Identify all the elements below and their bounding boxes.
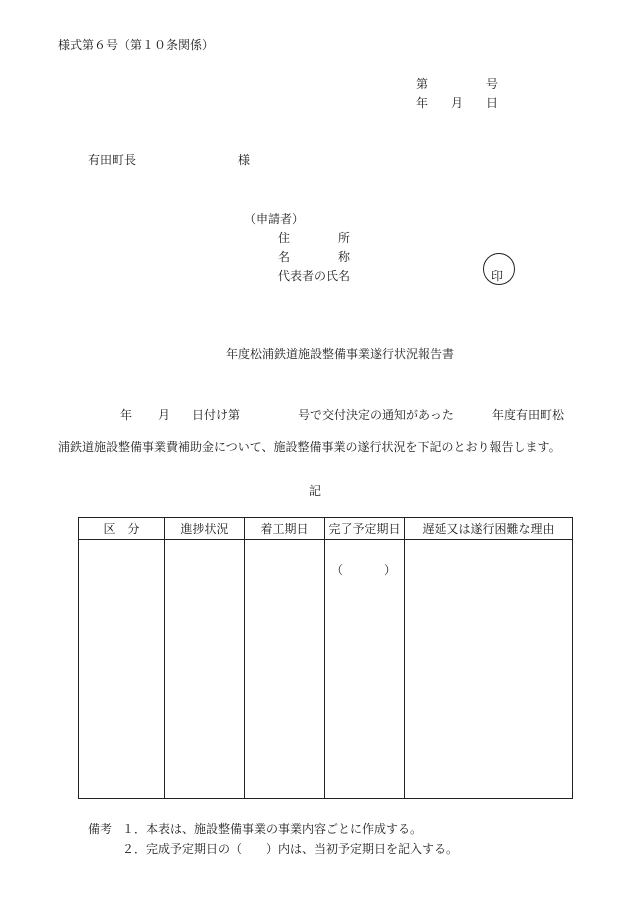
table-header-row — [79, 518, 573, 540]
form-number: 様式第６号（第１０条関係） — [58, 38, 215, 52]
body-month: 月 — [158, 408, 171, 422]
number-go: 号 — [486, 77, 499, 91]
name-label-a: 名 — [278, 250, 291, 264]
header-completion-date: 完了予定期日 — [325, 518, 405, 540]
note-item-2: ２．完成予定期日の（ ）内は、当初予定期日を記入する。 — [122, 842, 459, 856]
name-label-b: 称 — [338, 250, 351, 264]
document-title: 年度松浦鉄道施設整備事業遂行状況報告書 — [226, 347, 455, 361]
note-item-1: １．本表は、施設整備事業の事業内容ごとに作成する。 — [122, 822, 423, 836]
status-table — [78, 517, 573, 799]
date-day: 日 — [486, 96, 499, 110]
header-progress: 進捗状況 — [165, 518, 245, 540]
body-line2: 浦鉄道施設整備事業費補助金について、施設整備事業の遂行状況を下記のとおり報告します。 — [58, 440, 561, 454]
address-label-a: 住 — [278, 231, 291, 245]
seal-text: 印 — [491, 269, 504, 283]
number-dai: 第 — [416, 77, 429, 91]
header-delay-reason: 遅延又は遂行困難な理由 — [405, 518, 573, 540]
ki-heading: 記 — [309, 484, 322, 498]
addressee-honorific: 様 — [238, 153, 251, 167]
header-start-date: 着工期日 — [245, 518, 325, 540]
paren-left: （ — [331, 563, 344, 577]
date-year: 年 — [416, 96, 429, 110]
applicant-heading: （申請者） — [244, 212, 305, 226]
seal-mark — [483, 253, 515, 285]
cell-start-date[interactable] — [245, 540, 325, 799]
cell-completion-date[interactable] — [325, 540, 405, 799]
header-category: 区 分 — [79, 518, 165, 540]
address-label-b: 所 — [338, 231, 351, 245]
representative-label: 代表者の氏名 — [278, 269, 351, 283]
body-fiscal: 年度有田町松 — [492, 408, 565, 422]
notes-label: 備考 — [88, 822, 113, 836]
date-month: 月 — [451, 96, 464, 110]
cell-delay-reason[interactable] — [405, 540, 573, 799]
table-row — [79, 540, 573, 799]
addressee-name: 有田町長 — [88, 153, 137, 167]
cell-progress[interactable] — [165, 540, 245, 799]
body-notice: 号で交付決定の通知があった — [298, 408, 454, 422]
original-date-parens — [325, 540, 404, 798]
cell-category[interactable] — [79, 540, 165, 799]
body-year: 年 — [120, 408, 133, 422]
body-day-no: 日付け第 — [192, 408, 241, 422]
paren-right: ） — [383, 563, 396, 577]
